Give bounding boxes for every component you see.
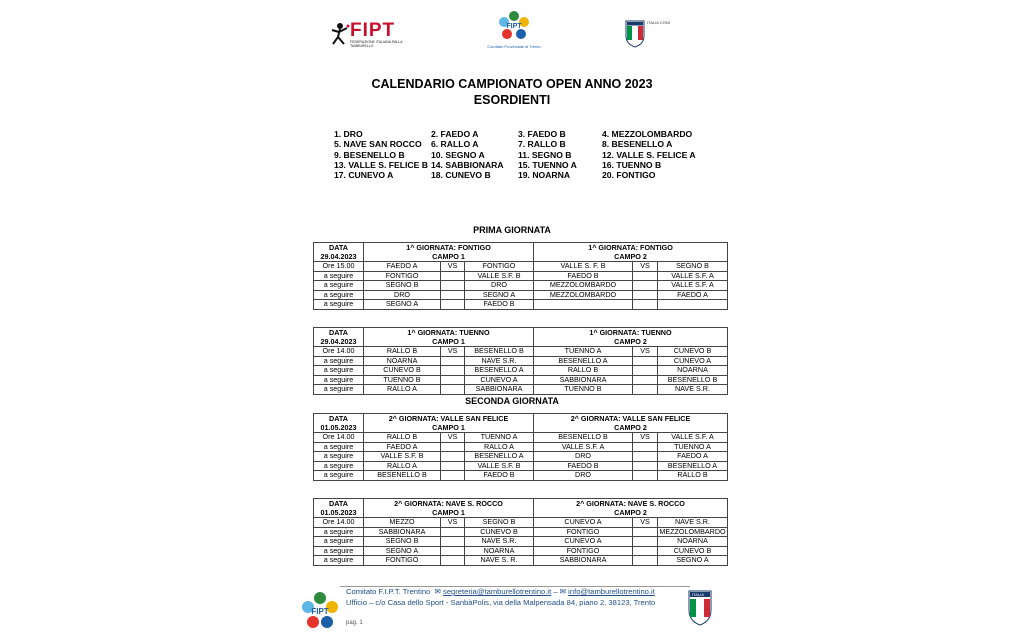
home-team-campo1: SEGNO B <box>364 281 441 291</box>
match-time: Ore 15.00 <box>314 262 364 272</box>
campo1-title: 1^ GIORNATA: FONTIGO <box>364 243 534 253</box>
home-team-campo2: BESENELLO B <box>534 433 633 443</box>
home-team-campo1: SEGNO B <box>364 537 441 547</box>
home-team-campo1: SABBIONARA <box>364 527 441 537</box>
away-team-campo1: RALLO A <box>465 442 534 452</box>
away-team-campo1: DRO <box>465 281 534 291</box>
away-team-campo1: SABBIONARA <box>465 385 534 395</box>
vs-label <box>441 452 465 462</box>
home-team-campo2: SABBIONARA <box>534 375 633 385</box>
home-team-campo1: TUENNO B <box>364 375 441 385</box>
vs-label: VS <box>633 262 658 272</box>
table-row <box>314 527 728 537</box>
match-date: 01.05.2023 <box>314 423 364 433</box>
away-team-campo1: TUENNO A <box>465 433 534 443</box>
match-time: a seguire <box>314 471 364 481</box>
away-team-campo2: CUNEVO B <box>658 347 728 357</box>
match-time: a seguire <box>314 366 364 376</box>
table-row <box>314 290 728 300</box>
vs-label <box>441 356 465 366</box>
campo2-label: CAMPO 2 <box>534 337 728 347</box>
team-item: 14. SABBIONARA <box>431 159 504 170</box>
fipt-logo <box>330 20 410 50</box>
table-row <box>314 347 728 357</box>
home-team-campo2: VALLE S. F. B <box>534 262 633 272</box>
vs-label <box>441 300 465 310</box>
home-team-campo2: MEZZOLOMBARDO <box>534 290 633 300</box>
table-row <box>314 518 728 528</box>
home-team-campo2: FONTIGO <box>534 546 633 556</box>
vs-label <box>441 385 465 395</box>
away-team-campo1: VALLE S.F. B <box>465 461 534 471</box>
team-item: 7. RALLO B <box>518 139 566 150</box>
team-item: 15. TUENNO A <box>518 159 577 170</box>
home-team-campo2: FAEDO B <box>534 271 633 281</box>
match-date: 29.04.2023 <box>314 252 364 262</box>
home-team-campo1: BESENELLO B <box>364 471 441 481</box>
home-team-campo1: FAEDO A <box>364 262 441 272</box>
away-team-campo1: FAEDO B <box>465 471 534 481</box>
section-prima-giornata: PRIMA GIORNATA <box>473 225 551 235</box>
home-team-campo2: DRO <box>534 471 633 481</box>
campo2-title: 1^ GIORNATA: FONTIGO <box>534 243 728 253</box>
table-row <box>314 537 728 547</box>
match-time: a seguire <box>314 271 364 281</box>
home-team-campo1: NOARNA <box>364 356 441 366</box>
match-time: a seguire <box>314 375 364 385</box>
team-item: 10. SEGNO A <box>431 149 485 160</box>
footer-separator: – <box>553 587 558 596</box>
vs-label <box>633 366 658 376</box>
email-segreteria-link[interactable]: segreteria@tamburellotrentino.it <box>443 587 552 596</box>
vs-label <box>633 546 658 556</box>
vs-label <box>633 300 658 310</box>
match-date: 29.04.2023 <box>314 337 364 347</box>
schedule-table <box>313 327 728 395</box>
match-time: a seguire <box>314 452 364 462</box>
coni-logo <box>625 20 705 50</box>
match-time: a seguire <box>314 356 364 366</box>
home-team-campo1: SEGNO A <box>364 546 441 556</box>
home-team-campo2: SABBIONARA <box>534 556 633 566</box>
away-team-campo1: FONTIGO <box>465 262 534 272</box>
home-team-campo1: RALLO A <box>364 385 441 395</box>
team-item: 5. NAVE SAN ROCCO <box>334 139 422 150</box>
vs-label <box>633 356 658 366</box>
page-number: pag. 1 <box>346 620 363 626</box>
away-team-campo2: CUNEVO A <box>658 356 728 366</box>
flower-icon <box>298 590 342 634</box>
away-team-campo1: SEGNO B <box>465 518 534 528</box>
vs-label <box>633 271 658 281</box>
match-time: Ore 14.00 <box>314 433 364 443</box>
vs-label <box>441 546 465 556</box>
away-team-campo1: CUNEVO B <box>465 527 534 537</box>
committee-caption: Comitato Provinciale di Trento <box>487 44 541 49</box>
match-time: a seguire <box>314 537 364 547</box>
table-row <box>314 433 728 443</box>
away-team-campo2: NOARNA <box>658 366 728 376</box>
away-team-campo2: MEZZOLOMBARDO <box>659 527 726 536</box>
campo1-title: 2^ GIORNATA: NAVE S. ROCCO <box>364 499 534 509</box>
home-team-campo1: VALLE S.F. B <box>364 452 441 462</box>
home-team-campo1: FONTIGO <box>364 271 441 281</box>
team-item: 1. DRO <box>334 129 363 139</box>
home-team-campo2: FONTIGO <box>534 527 633 537</box>
schedule-table <box>313 413 728 481</box>
data-label: DATA <box>314 243 364 253</box>
home-team-campo1: MEZZO <box>364 518 441 528</box>
committee-logo <box>487 8 541 56</box>
home-team-campo1: RALLO A <box>364 461 441 471</box>
footer-italy-logo <box>688 590 712 626</box>
home-team-campo1: DRO <box>364 290 441 300</box>
away-team-campo1: BESENELLO A <box>465 366 534 376</box>
away-team-campo2: NOARNA <box>658 537 728 547</box>
away-team-campo2: SEGNO A <box>658 556 728 566</box>
campo1-label: CAMPO 1 <box>364 337 534 347</box>
match-time: a seguire <box>314 290 364 300</box>
team-item: 6. RALLO A <box>431 139 479 150</box>
team-item: 3. FAEDO B <box>518 129 566 139</box>
campo1-label: CAMPO 1 <box>364 252 534 262</box>
vs-label <box>633 385 658 395</box>
team-item: 11. SEGNO B <box>518 149 572 160</box>
away-team-campo1: VALLE S.F. B <box>465 271 534 281</box>
vs-label <box>441 271 465 281</box>
category-title: ESORDIENTI <box>473 93 551 107</box>
footer-italy-text: ITALIA <box>692 592 704 597</box>
match-time: a seguire <box>314 281 364 291</box>
campo1-label: CAMPO 1 <box>364 423 534 433</box>
table-row <box>314 556 728 566</box>
table-row <box>314 262 728 272</box>
vs-label <box>633 556 658 566</box>
away-team-campo1: BESENELLO B <box>465 347 534 357</box>
vs-label <box>633 290 658 300</box>
campo1-title: 1^ GIORNATA: TUENNO <box>364 328 534 338</box>
match-time: Ore 14.00 <box>314 347 364 357</box>
table-row <box>314 271 728 281</box>
away-team-campo1: NAVE S. R. <box>465 556 534 566</box>
home-team-campo2: CUNEVO A <box>534 537 633 547</box>
home-team-campo2: TUENNO A <box>534 347 633 357</box>
vs-label <box>441 537 465 547</box>
away-team-campo2: TUENNO A <box>658 442 728 452</box>
table-row <box>314 546 728 556</box>
away-team-campo2: BESENELLO A <box>658 461 728 471</box>
home-team-campo2: VALLE S.F. A <box>534 442 633 452</box>
mail-icon: ✉ <box>559 587 567 596</box>
home-team-campo2: RALLO B <box>534 366 633 376</box>
away-team-campo2: CUNEVO B <box>658 546 728 556</box>
table-row <box>314 366 728 376</box>
data-label: DATA <box>314 414 364 424</box>
vs-label <box>633 375 658 385</box>
away-team-campo2: VALLE S.F. A <box>658 281 728 291</box>
table-row <box>314 452 728 462</box>
table-row <box>314 385 728 395</box>
away-team-campo2: FAEDO A <box>658 452 728 462</box>
vs-label <box>441 527 465 537</box>
data-label: DATA <box>314 328 364 338</box>
away-team-campo2: VALLE S.F. A <box>658 271 728 281</box>
svg-text:FIPT: FIPT <box>506 23 522 30</box>
vs-label <box>633 281 658 291</box>
vs-label <box>441 442 465 452</box>
vs-label <box>633 461 658 471</box>
home-team-campo2 <box>534 300 633 310</box>
away-team-campo1: NOARNA <box>465 546 534 556</box>
match-time: a seguire <box>314 461 364 471</box>
away-team-campo1: NAVE S.R. <box>465 356 534 366</box>
footer-committee-logo <box>298 590 342 634</box>
table-row <box>314 356 728 366</box>
match-time: a seguire <box>314 385 364 395</box>
section-seconda-giornata: SECONDA GIORNATA <box>465 396 559 406</box>
footer-contacts <box>346 587 655 596</box>
vs-label <box>441 366 465 376</box>
campo2-title: 1^ GIORNATA: TUENNO <box>534 328 728 338</box>
team-item: 17. CUNEVO A <box>334 170 394 181</box>
match-time: a seguire <box>314 546 364 556</box>
home-team-campo1: FAEDO A <box>364 442 441 452</box>
team-item: 12. VALLE S. FELICE A <box>602 149 696 160</box>
email-info-link[interactable]: info@tamburellotrentino.it <box>568 587 655 596</box>
fipt-name: FIPT <box>350 20 396 41</box>
vs-label <box>633 537 658 547</box>
table-row <box>314 471 728 481</box>
campo2-title: 2^ GIORNATA: NAVE S. ROCCO <box>534 499 728 509</box>
team-item: 8. BESENELLO A <box>602 139 673 150</box>
table-row <box>314 300 728 310</box>
away-team-campo1: CUNEVO A <box>465 375 534 385</box>
table-row <box>314 375 728 385</box>
home-team-campo2: TUENNO B <box>534 385 633 395</box>
away-team-campo2: NAVE S.R. <box>658 385 728 395</box>
away-team-campo2: RALLO B <box>658 471 728 481</box>
team-item: 2. FAEDO A <box>431 129 479 139</box>
home-team-campo1: RALLO B <box>364 433 441 443</box>
coni-caption: ITALIA CONI <box>647 20 670 25</box>
footer-address: Ufficio – c/o Casa dello Sport - SanbàPolis, via della Malpensada 84, piano 2, 38123, Trento <box>346 598 656 607</box>
match-time: a seguire <box>314 442 364 452</box>
vs-label <box>441 556 465 566</box>
team-item: 4. MEZZOLOMBARDO <box>602 129 693 139</box>
away-team-campo1: BESENELLO A <box>465 452 534 462</box>
vs-label <box>633 452 658 462</box>
away-team-campo2: FAEDO A <box>658 290 728 300</box>
campo2-label: CAMPO 2 <box>534 252 728 262</box>
home-team-campo1: CUNEVO B <box>364 366 441 376</box>
home-team-campo2: BESENELLO A <box>534 356 633 366</box>
vs-label: VS <box>633 518 658 528</box>
away-team-campo1: FAEDO B <box>465 300 534 310</box>
vs-label <box>441 281 465 291</box>
table-row <box>314 442 728 452</box>
vs-label: VS <box>441 433 465 443</box>
data-label: DATA <box>314 499 364 509</box>
home-team-campo1: FONTIGO <box>364 556 441 566</box>
team-item: 18. CUNEVO B <box>431 170 491 181</box>
player-icon <box>330 22 350 48</box>
vs-label: VS <box>633 347 658 357</box>
table-row <box>314 281 728 291</box>
away-team-campo2: VALLE S.F. A <box>658 433 728 443</box>
fipt-subtitle: FEDERAZIONE ITALIANA PALLA TAMBURELLO <box>350 40 403 48</box>
campo1-label: CAMPO 1 <box>364 508 534 518</box>
match-time: a seguire <box>314 556 364 566</box>
vs-label <box>633 471 658 481</box>
campo1-title: 2^ GIORNATA: VALLE SAN FELICE <box>364 414 534 424</box>
vs-label <box>633 527 658 537</box>
home-team-campo2: MEZZOLOMBARDO <box>534 281 633 291</box>
home-team-campo2: DRO <box>534 452 633 462</box>
vs-label <box>441 471 465 481</box>
away-team-campo1: SEGNO A <box>465 290 534 300</box>
team-item: 20. FONTIGO <box>602 170 656 181</box>
table-row <box>314 461 728 471</box>
vs-label: VS <box>441 518 465 528</box>
team-item: 19. NOARNA <box>518 170 571 181</box>
campo2-label: CAMPO 2 <box>534 423 728 433</box>
campo2-label: CAMPO 2 <box>534 508 728 518</box>
vs-label <box>633 442 658 452</box>
schedule-table <box>313 242 728 310</box>
schedule-table <box>313 498 728 566</box>
away-team-campo2: BESENELLO B <box>658 375 728 385</box>
away-team-campo2: NAVE S.R. <box>658 518 728 528</box>
vs-label: VS <box>441 347 465 357</box>
home-team-campo1: SEGNO A <box>364 300 441 310</box>
flower-icon <box>490 8 538 44</box>
vs-label <box>441 375 465 385</box>
match-time: a seguire <box>314 300 364 310</box>
vs-label: VS <box>633 433 658 443</box>
document-title: CALENDARIO CAMPIONATO OPEN ANNO 2023 <box>371 77 653 91</box>
footer-committee: Comitato F.I.P.T. Trentino <box>346 587 431 596</box>
mail-icon: ✉ <box>432 587 441 596</box>
away-team-campo2: SEGNO B <box>658 262 728 272</box>
team-item: 16. TUENNO B <box>602 159 662 170</box>
vs-label <box>441 461 465 471</box>
away-team-campo1: NAVE S.R. <box>465 537 534 547</box>
match-time: Ore 14.00 <box>314 518 364 528</box>
team-item: 9. BESENELLO B <box>334 149 405 160</box>
team-item: 13. VALLE S. FELICE B <box>334 159 428 170</box>
italy-shield-icon <box>625 20 645 48</box>
svg-text:FIPT: FIPT <box>311 607 329 616</box>
match-time: a seguire <box>314 527 364 537</box>
campo2-title: 2^ GIORNATA: VALLE SAN FELICE <box>534 414 728 424</box>
vs-label: VS <box>441 262 465 272</box>
away-team-campo2 <box>658 300 728 310</box>
home-team-campo2: FAEDO B <box>534 461 633 471</box>
match-date: 01.05.2023 <box>314 508 364 518</box>
home-team-campo2: CUNEVO A <box>534 518 633 528</box>
vs-label <box>441 290 465 300</box>
home-team-campo1: RALLO B <box>364 347 441 357</box>
